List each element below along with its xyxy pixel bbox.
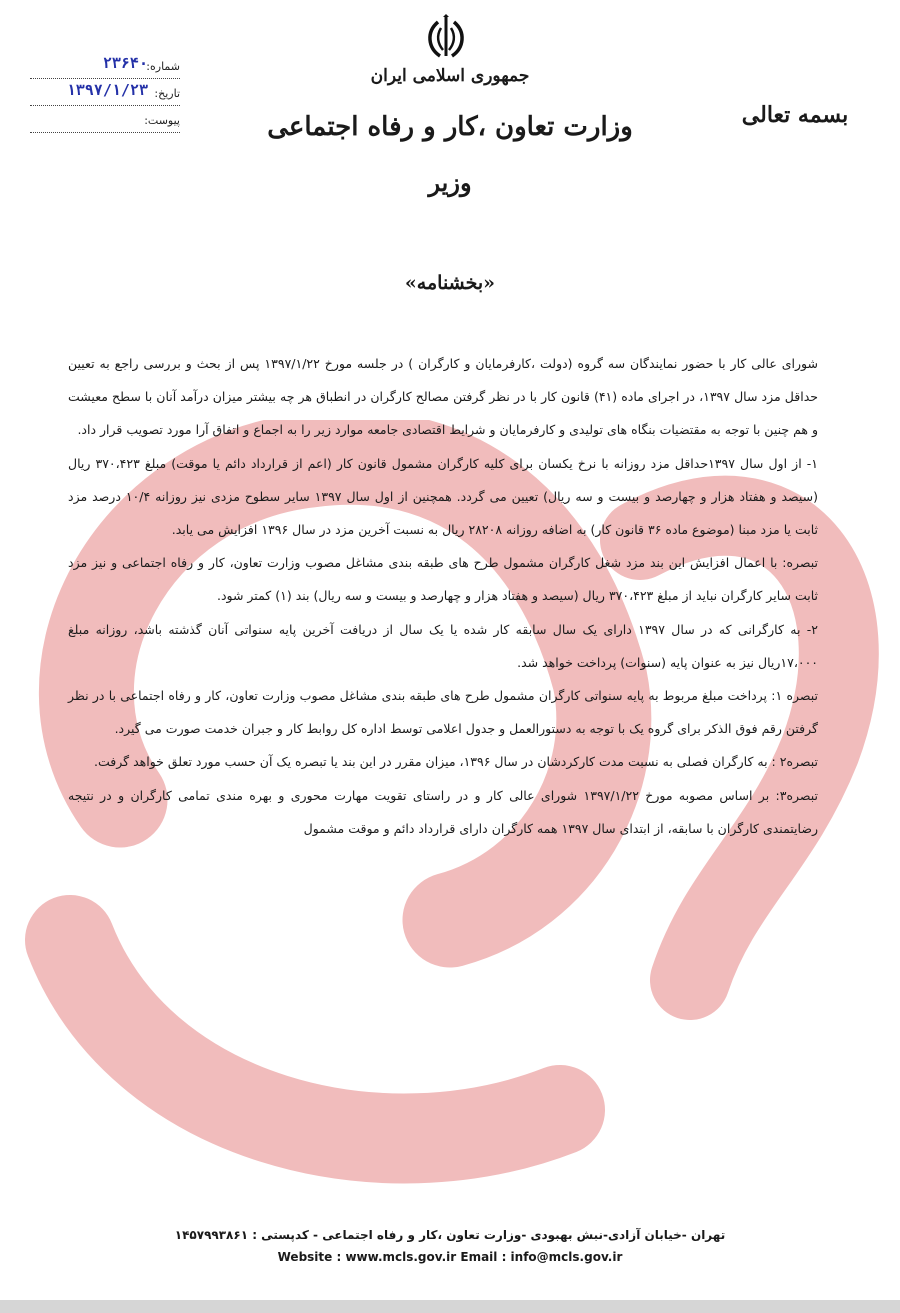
scan-bottom-edge [0,1300,900,1313]
basmala: بسمه تعالی [741,102,849,128]
attachment-label: پیوست: [144,114,180,127]
iran-emblem-icon [424,14,468,62]
footer-address: تهران -خیابان آزادی-نبش بهبودی -وزارت تعاون ،کار و رفاه اجتماعی - کدپستی : ۱۴۵۷۹۹۳۸۶۱ [174,1228,726,1242]
paragraph-intro: شورای عالی کار با حضور نمایندگان سه گروه (دولت ،کارفرمایان و کارگران ) در جلسه مورخ ۱۳۹۷/۱/۲۲ پس از بحث و بررسی راجع به تعیین حداقل مزد سال ۱۳۹۷، در اجرای ماده (۴۱) قانون کار با در نظر گرفتن مصالح کارگران در انطباق هر چه بیشتر میزان درآمد آنان با سطح معیشت و هم چنین با توجه به مقتضیات بنگاه های تولیدی و کارفرمایان و شرایط اقتصادی جامعه موارد زیر را به اجماع و اتفاق آرا مورد تصویب قرار داد. [68,356,818,438]
paragraph-note-2: تبصره۲ : به کارگران فصلی به نسبت مدت کارکردشان در سال ۱۳۹۶، میزان مقرر در این بند یا تبصره یک آن حسب مورد تعلق خواهد گرفت. [94,754,818,770]
date-row [30,83,180,106]
date-value: ۱۳۹۷/۱/۲۳ [66,81,148,99]
paragraph-clause-1: ۱- از اول سال ۱۳۹۷حداقل مزد روزانه با نرخ یکسان برای کلیه کارگران مشمول قانون کار (اعم از قرارداد دائم یا موقت) مبلغ ۳۷۰،۴۲۳ ریال (سیصد و هفتاد هزار و چهارصد و بیست و سه ریال) تعیین می گردد. همچنین از اول سال ۱۳۹۷ سایر سطوح مزدی نیز روزانه ۱۰/۴ درصد مزد ثابت یا مزد مبنا (موضوع ماده ۳۶ قانون کار) به اضافه روزانه ۲۸۲۰۸ ریال به نسبت آخرین مزد در سال ۱۳۹۶ افزایش می یابد. [68,455,818,538]
paragraph-note: تبصره: با اعمال افزایش این بند مزد شغل کارگران مشمول طرح های طبقه بندی مشاغل مصوب وزارت تعاون، کار و رفاه اجتماعی و نیز مزد ثابت سایر کارگران نباید از مبلغ ۳۷۰،۴۲۳ ریال (سیصد و هفتاد هزار و چهارصد و بیست و سه ریال) بند (۱) کمتر شود. [68,555,818,604]
number-row [30,56,180,79]
circular-title: «بخشنامه» [404,272,496,294]
footer-website: Website : www.mcls.gov.ir Email : info@mcls.gov.ir [277,1250,623,1264]
minister-title: وزیر [428,168,472,197]
date-label: تاریخ: [154,87,180,100]
number-value: ۲۳۶۴۰ [102,54,148,72]
letterhead-footer [120,1224,780,1268]
attachment-row [30,110,180,133]
number-label: شماره: [146,60,180,73]
paragraph-note-3: تبصره۳: بر اساس مصوبه مورخ ۱۳۹۷/۱/۲۲ شورای عالی کار و در راستای تقویت مهارت محوری و بهره مندی تمامی کارگران و در نتیجه رضایتمندی کارگران با سابقه، از ابتدای سال ۱۳۹۷ همه کارگران دارای قرارداد دائم و موقت مشمول [68,787,818,836]
paragraph-clause-2: ۲- به کارگرانی که در سال ۱۳۹۷ دارای یک سال سابقه کار شده یا یک سال از دریافت آخرین پایه سنواتی آنان گذشته باشد، روزانه مبلغ ۱۷،۰۰۰ریال نیز به عنوان پایه (سنوات) پرداخت خواهد شد. [68,621,818,670]
paragraph-note-1: تبصره ۱: پرداخت مبلغ مربوط به پایه سنواتی کارگران مشمول طرح های طبقه بندی مشاغل مصوب وزارت تعاون، کار و رفاه اجتماعی با در نظر گرفتن رقم فوق الذکر برای گروه یک با توجه به دستورالعمل و جدول اعلامی توسط اداره کل روابط کار و جبران خدمت صورت می گیرد. [68,688,818,737]
ministry-name: وزارت تعاون ،کار و رفاه اجتماعی [267,112,633,142]
country-name: جمهوری اسلامی ایران [370,66,530,86]
letter-meta [30,56,180,137]
circular-body [68,347,818,845]
